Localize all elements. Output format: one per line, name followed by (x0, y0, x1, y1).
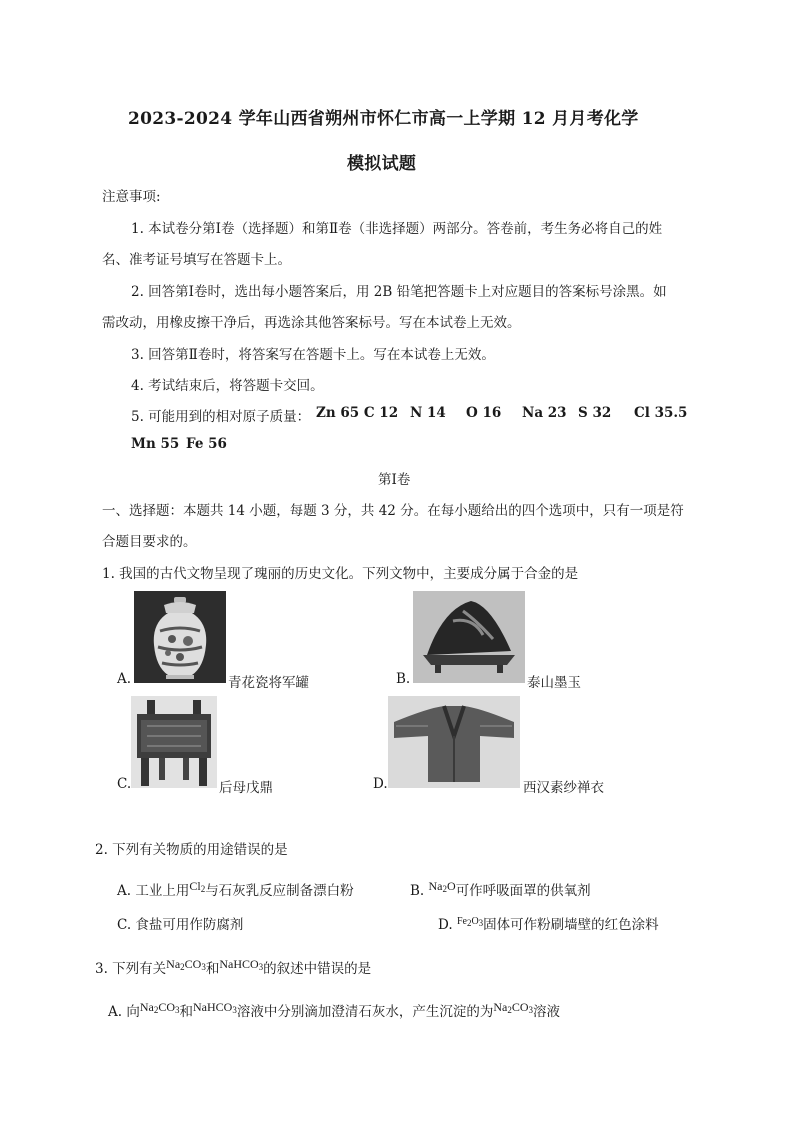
section-intro: 合题目要求的。 (102, 534, 197, 550)
porcelain-jar-image (134, 591, 226, 683)
atomic-mass: Zn 65 C 12 (316, 405, 399, 421)
page-subtitle: 模拟试题 (347, 154, 417, 174)
notice-item-5: 5. 可能用到的相对原子质量： (131, 409, 311, 425)
chem-formula-nahco3: NaHCO$_3$ (193, 1000, 237, 1015)
option-letter: A. (117, 671, 132, 687)
notice-heading: 注意事项: (102, 189, 161, 205)
option-letter: D. (373, 776, 388, 792)
question-3-stem: 3. 下列有关$Na_2CO_3$和NaHCO$_3$的叙述中错误的是 (95, 957, 372, 977)
silk-robe-image (388, 696, 520, 788)
notice-item: 3. 回答第Ⅱ卷时，将答案写在答题卡上。写在本试卷上无效。 (131, 347, 495, 363)
atomic-mass: Cl 35.5 (634, 405, 688, 421)
q2-option-b: B. $Na_2O$可作呼吸面罩的供氧剂 (410, 879, 591, 899)
section-label: 第Ⅰ卷 (378, 472, 411, 488)
chem-formula-na2o: $Na_2O$ (428, 879, 456, 894)
atomic-mass: N 14 (410, 405, 446, 421)
notice-item: 4. 考试结束后，将答题卡交回。 (131, 378, 324, 394)
option-caption: 后母戊鼎 (219, 780, 273, 796)
atomic-mass: Mn 55 (131, 436, 180, 452)
chem-formula-fe2o3: Fe2O3 (456, 916, 484, 928)
option-caption: 青花瓷将军罐 (228, 675, 309, 691)
notice-item: 2. 回答第Ⅰ卷时，选出每小题答案后，用 2B 铅笔把答题卡上对应题目的答案标号涂黑。如 (131, 284, 667, 300)
chem-formula-na2co3: $Na_2CO_3$ (493, 1000, 534, 1015)
chem-formula-nahco3: NaHCO$_3$ (219, 957, 264, 972)
option-letter: B. (396, 671, 411, 687)
q3-option-a: A. 向$Na_2CO_3$和NaHCO$_3$溶液中分别滴加澄清石灰水，产生沉淀的为$Na_2CO_3$溶液 (108, 1000, 561, 1020)
q2-option-c: C. 食盐可用作防腐剂 (117, 917, 244, 933)
q2-d-suffix: 固体可作粉刷墙壁的红色涂料 (483, 917, 659, 933)
q2-b-suffix: 可作呼吸面罩的供氧剂 (455, 883, 591, 899)
atomic-mass: S 32 (578, 405, 612, 421)
jade-rock-image (413, 591, 525, 683)
q2-a-suffix: 与石灰乳反应制备漂白粉 (205, 883, 354, 899)
option-caption: 西汉素纱禅衣 (523, 780, 604, 796)
chem-formula-na2co3: $Na_2CO_3$ (139, 1000, 180, 1015)
q2-option-d: D. $^{Fe_2O_3}$固体可作粉刷墙壁的红色涂料 (438, 916, 659, 933)
question-2-stem: 2. 下列有关物质的用途错误的是 (95, 842, 288, 858)
atomic-mass: Na 23 (522, 405, 567, 421)
notice-item: 1. 本试卷分第Ⅰ卷（选择题）和第Ⅱ卷（非选择题）两部分。答卷前，考生务必将自己的姓 (131, 221, 663, 237)
page-title: 2023-2024 学年山西省朔州市怀仁市高一上学期 12 月月考化学 (128, 109, 639, 129)
option-caption: 泰山墨玉 (527, 675, 581, 691)
section-intro: 一、选择题：本题共 14 小题，每题 3 分，共 42 分。在每小题给出的四个选项中，只有一项是符 (102, 503, 684, 519)
bronze-ding-image (131, 696, 217, 788)
question-1-stem: 1. 我国的古代文物呈现了瑰丽的历史文化。下列文物中，主要成分属于合金的是 (102, 566, 579, 582)
atomic-mass: O 16 (466, 405, 502, 421)
atomic-mass: Fe 56 (186, 436, 227, 452)
q2-a-prefix: A. 工业上用 (117, 883, 190, 899)
chem-formula-na2co3: $Na_2CO_3$ (166, 957, 206, 972)
q2-option-a (117, 879, 354, 899)
chem-formula-cl2: $Cl_2$ (189, 879, 206, 894)
option-letter: C. (117, 776, 132, 792)
notice-item: 名、准考证号填写在答题卡上。 (102, 252, 291, 268)
notice-item: 需改动，用橡皮擦干净后，再选涂其他答案标号。写在本试卷上无效。 (102, 315, 521, 331)
